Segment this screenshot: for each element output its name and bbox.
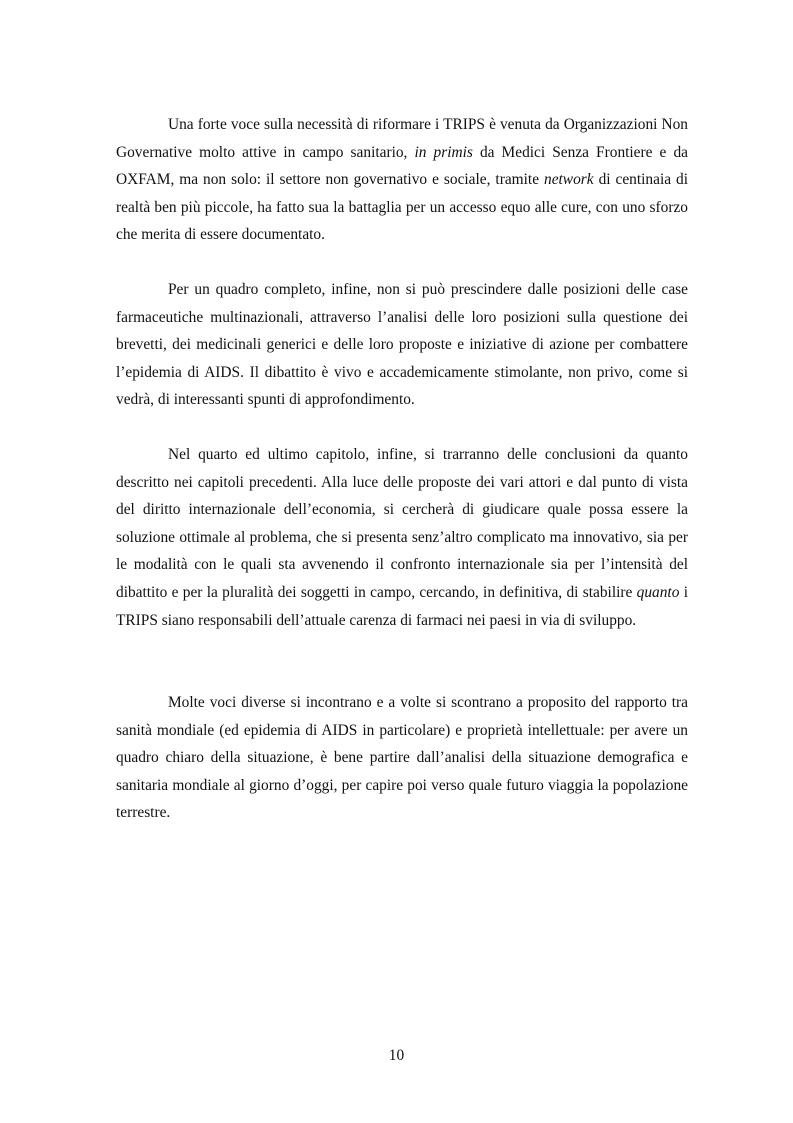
paragraph-text: da Medici Senza Frontiere e da OXFAM, ma non solo: il settore non governativo e sociale, tramite (116, 143, 688, 189)
paragraph (116, 111, 688, 249)
paragraph (116, 689, 688, 827)
paragraph (116, 441, 688, 634)
italic-term-in-primis: in primis (414, 143, 473, 161)
paragraph (116, 276, 688, 414)
page-number: 10 (388, 1047, 405, 1064)
paragraph-text: Una forte voce sulla necessità di riformare i TRIPS è venuta da Organizzazioni Non Governative molto attive in campo sanitario, (116, 116, 688, 161)
paragraph-text: i TRIPS siano responsabili dell’attuale carenza di farmaci nei paesi in via di sviluppo. (116, 583, 688, 629)
italic-term-quanto: quanto (636, 583, 680, 601)
paragraph-text: Molte voci diverse si incontrano e a volte si scontrano a proposito del rapporto tra sanità mondiale (ed epidemia di AIDS in particolare) e proprietà intellettuale: per avere un quadro chiaro della situazione, è bene partire dall’analisi della situazione demografica e sanitaria mondiale al giorno d’oggi, per capire poi verso quale futuro viaggia la popolazione terrestre. (116, 694, 688, 822)
paragraph-text: Per un quadro completo, infine, non si può prescindere dalle posizioni delle case farmaceutiche multinazionali, attraverso l’analisi delle loro posizioni sulla questione dei brevetti, dei medicinali generici e delle loro proposte e iniziative di azione per combattere l’epidemia di AIDS. Il dibattito è vivo e accademicamente stimolante, non privo, come si vedrà, di interessanti spunti di approfondimento. (116, 281, 688, 409)
paragraph-text: Nel quarto ed ultimo capitolo, infine, si trarranno delle conclusioni da quanto descritto nei capitoli precedenti. Alla luce delle proposte dei vari attori e dal punto di vista del diritto internazionale dell’economia, si cercherà di giudicare quale possa essere la soluzione ottimale al problema, che si presenta senz’altro complicato ma innovativo, sia per le modalità con le quali sta avvenendo il confronto internazionale sia per l’intensità del dibattito e per la pluralità dei soggetti in campo, cercando, in definitiva, di stabilire (116, 446, 688, 601)
italic-term-network: network (544, 171, 594, 189)
paragraph-text: di centinaia di realtà ben più piccole, ha fatto sua la battaglia per un accesso equo alle cure, con uno sforzo che merita di essere documentato. (116, 171, 689, 244)
